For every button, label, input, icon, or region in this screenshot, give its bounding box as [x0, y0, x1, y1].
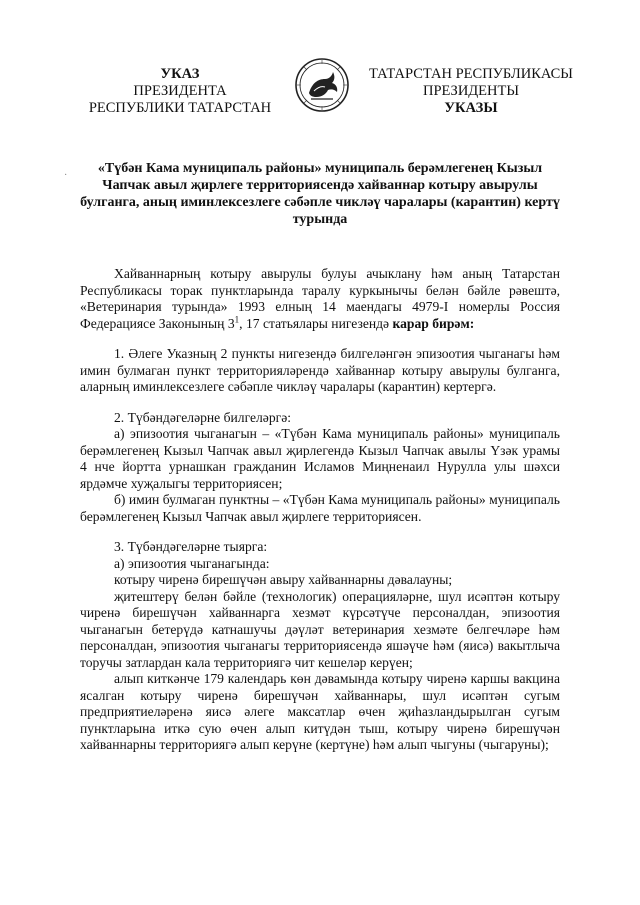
preamble-superscript: 1 — [234, 313, 240, 324]
decree-paragraph: а) эпизоотия чыганагында: — [114, 555, 270, 571]
decree-paragraphs — [80, 346, 560, 754]
header-right-line1: ТАТАРСТАН РЕСПУБЛИКАСЫ — [369, 66, 573, 82]
coat-of-arms-icon — [294, 57, 350, 113]
decree-paragraph: җитештерү белән бәйле (технологик) операцияләрне, шул исәптән котыру чиренә бирешүчән хайваннарга хезмәт күрсәтүче персоналдан, эпизоотия чыганагын бетерүдә катнашучы дәүләт ветеринария хезмәте белгечләре һәм персоналдан, эпизоотия чыганагы территориясендә яшәүче һәм (яисә) вакытлыча торучы затлардан кала территориягә чит кешеләр керүен; — [80, 588, 560, 670]
preamble-text: Хайваннарның котыру авырулы булуы ачыклану һәм аның Татарстан Республикасы торак пунктларында таралу куркынычы белән бәйле рәвештә, «Ветеринария турында» 1993 елның 14 маендагы 4979-I номерлы Россия Федерациясе Законының 3 — [80, 266, 560, 331]
decree-title: «Түбән Кама муниципаль районы» муниципаль берәмлегенең Кызыл Чапчак авыл җирлеге территориясендә хайваннар котыру авырулы булганга, аның иминлексезлеге сәбәпле чикләү чаралары (карантин) кертү турында — [80, 161, 560, 227]
header-left-line3: РЕСПУБЛИКИ ТАТАРСТАН — [88, 100, 272, 116]
scan-speck: · — [64, 170, 68, 181]
preamble-paragraph — [80, 266, 560, 332]
preamble-resolution: карар бирәм: — [392, 315, 475, 331]
decree-paragraph: алып киткәнче 179 календарь көн дәвамында котыру чиренә каршы вакцина ясалган котыру чиренә бирешүчән хайваннары, шул исәптән сугым предприятиеләренә яисә әлеге максатлар өчен җиһазландырылган сугым пунктларына иткә сую өчен алып китүдән тыш, котыру чиренә бирешүчән хайваннарны территориягә алып керүне (кертүне) һәм алып чыгуны (чыгаруны); — [80, 671, 560, 752]
header-right-line2: ПРЕЗИДЕНТЫ — [422, 83, 520, 99]
header-left-line2: ПРЕЗИДЕНТА — [133, 83, 227, 99]
header-left-block — [70, 66, 290, 117]
decree-paragraph: а) эпизоотия чыганагын – «Түбән Кама муниципаль районы» муниципаль берәмлегенең Кызыл Чапчак авыл җирлегендә Кызыл Чапчак авылы Үзәк урамы 4 нче йортта урнашкан гражданин Исламов Миңненаил Нурулла улы шәхси ярдәмче хуҗалыгы территориясен; — [80, 426, 560, 491]
decree-paragraph: б) имин булмаган пунктны – «Түбән Кама муниципаль районы» муниципаль берәмлегенең Кызыл Чапчак авыл җирлеге территориясен. — [80, 492, 560, 524]
header-right-line3: УКАЗЫ — [444, 100, 498, 116]
decree-paragraph: 2. Түбәндәгеләрне билгеләргә: — [114, 409, 292, 425]
decree-paragraph: котыру чиренә бирешүчән авыру хайваннарны дәвалауны; — [114, 572, 453, 587]
header-left-line1: УКАЗ — [160, 66, 200, 82]
header-right-block — [362, 66, 580, 117]
decree-body — [80, 266, 560, 754]
decree-paragraph: 1. Әлеге Указның 2 пункты нигезендә билгеләнгән эпизоотия чыганагы һәм имин булмаган пункт территорияләрендә хайваннар котыру авырулы булганга, аларның иминлексезлеге сәбәпле чикләү чаралары (карантин) кертергә. — [80, 346, 560, 394]
decree-paragraph: 3. Түбәндәгеләрне тыярга: — [114, 539, 268, 554]
preamble-tail: , 17 статьялары нигезендә — [239, 315, 393, 331]
